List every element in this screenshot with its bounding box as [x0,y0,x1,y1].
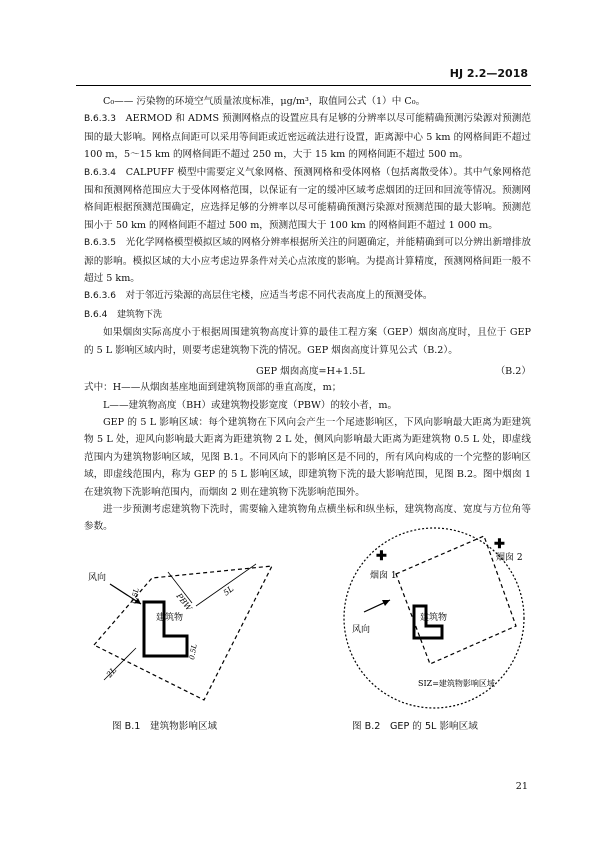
c0-definition: C₀—— 污染物的环境空气质量浓度标准，μg/m³，取值同公式（1）中 C₀。 [103,96,426,107]
header-divider [76,85,531,86]
5l-label: 5L [221,584,236,598]
section-b633 [84,110,531,163]
chimney-1-marker: ✚ [376,549,387,564]
pbw-label: PBW [174,591,194,613]
chimney-1-label: 烟囱 1 [370,571,397,581]
section-b64-heading [84,306,531,324]
section-title: 建筑物下洗 [116,309,162,320]
equation-text: GEP 烟囱高度=H+1.5L [256,366,365,378]
equation-number: （B.2） [495,366,531,378]
figure-b2-diagram [334,516,534,716]
building-outline [144,602,187,656]
section-text: AERMOD 和 ADMS 预测网格点的设置应具有足够的分辨率以尽可能精确预测污染源对预测范围的最大影响。网格点间距可以采用等间距或近密远疏法进行设置，距离源中心 5 km 的网格间距不超过 100 m，5～15 km 的网格间距不超过 250 m，大于 15 km 的网格间距不超过 500 m。 [84,113,532,161]
standard-code: HJ 2.2—2018 [449,67,528,80]
further-paragraph: 进一步预测考虑建筑物下洗时，需要输入建筑物角点横坐标和纵坐标，建筑物高度、宽度与方位角等参数。 [84,503,531,533]
section-number: B.6.4 [84,309,108,320]
wind-label: 风向 [88,573,107,583]
where-h: 式中：H——从烟囱基座地面到建筑物顶部的垂直高度，m； [84,382,342,394]
document-body [84,93,531,536]
section-number: B.6.3.3 [84,114,116,125]
section-text: CALPUFF 模型中需要定义气象网格、预测网格和受体网格（包括离散受体）。其中气象网格范围和预测网格范围应大于受体网格范围，以保证有一定的缓冲区域考虑烟团的迂回和回流等情况。预测网格间距根据预测范围确定，应选择足够的分辨率以尽可能精确预测污染源对预测范围的最大影响。预测范围小于 50 km 的网格间距不超过 500 m，预测范围大于 100 km 的网格间距不超过 1 000 m。 [84,166,531,231]
section-text: 光化学网格模型模拟区域的网格分辨率根据所关注的问题确定，并能精确到可以分辨出新增排放源的影响。模拟区域的大小应考虑边界条件对关心点浓度的影响。为提高计算精度，预测网格间距一般不超过 5 km。 [84,237,532,285]
05l-label-top: 0.5L [130,587,141,605]
section-number: B.6.3.6 [84,291,116,302]
chimney-2-marker: ✚ [494,537,505,552]
chimney-2-label: 烟囱 2 [496,553,523,563]
gep-zone-paragraph: GEP 的 5 L 影响区域：每个建筑物在下风向会产生一个尾迹影响区，下风向影响最大距离为距建筑物 5 L 处，迎风向影响最大距离为距建筑物 2 L 处，侧风向影响最大距离为距建筑物 0.5 L 处，即虚线范围内为建筑物影响区域，见图 B.1。不同风向下的影响区是不同的，所有风向构成的一个完整的影响区域，即虚线范围内，称为 GEP 的 5 L 影响区域，即建筑物下洗的最大影响范围，见图 B.2。图中烟囱 1 在建筑物下洗影响范围内，而烟囱 2 则在建筑物下洗影响范围外。 [84,416,531,498]
wind-label: 风向 [352,625,371,635]
section-number: B.6.3.5 [84,238,116,249]
figure-b1-diagram [84,508,284,718]
section-number: B.6.3.4 [84,167,116,178]
section-b636 [84,287,531,305]
figure-b2-caption: 图 B.2 GEP 的 5L 影响区域 [352,721,478,732]
2l-label: 2L [104,665,119,680]
building-label: 建筑物 [156,613,184,623]
equation-b2 [84,359,531,379]
siz-label: SIZ=建筑物影响区域 [418,679,495,688]
where-l: L——建筑物高度（BH）或建筑物投影宽度（PBW）的较小者，m。 [103,399,398,411]
page-number: 21 [515,781,528,792]
05l-label-bottom: 0.5L [188,643,199,661]
gep-intro-paragraph: 如果烟囱实际高度小于根据周围建筑物高度计算的最佳工程方案（GEP）烟囱高度时，且位于 GEP 的 5 L 影响区域内时，则要考虑建筑物下洗的情况。GEP 烟囱高度计算见公式（B.2）。 [84,327,531,356]
section-b635 [84,234,531,287]
figures [84,508,531,738]
building-label: 建筑物 [420,613,448,623]
influence-zone-outline [94,566,272,700]
section-text: 对于邻近污染源的高层住宅楼，应适当考虑不同代表高度上的预测受体。 [125,290,433,302]
figure-b1-caption: 图 B.1 建筑物影响区域 [112,721,218,732]
section-b634 [84,164,531,235]
